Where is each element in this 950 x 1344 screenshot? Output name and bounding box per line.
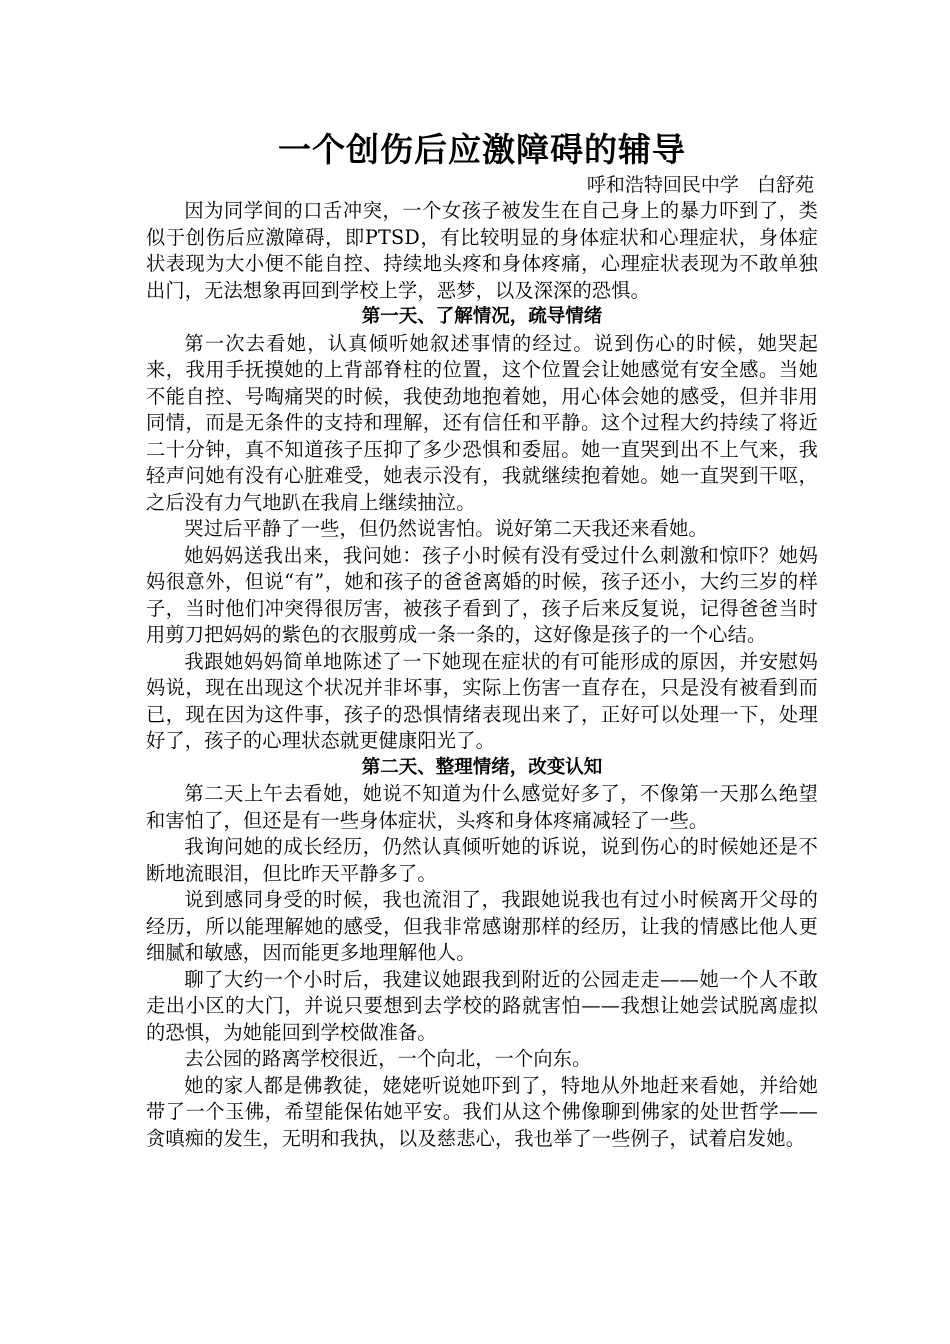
document-page	[146, 128, 818, 1152]
paragraph: 我跟她妈妈简单地陈述了一下她现在症状的有可能形成的原因，并安慰妈妈说，现在出现这个状况并非坏事，实际上伤害一直存在，只是没有被看到而已，现在因为这件事，孩子的恐惧情绪表现出来了，正好可以处理一下，处理好了，孩子的心理状态就更健康阳光了。	[146, 649, 818, 752]
paragraph: 我询问她的成长经历，仍然认真倾听她的诉说，说到伤心的时候她还是不断地流眼泪，但比昨天平静多了。	[146, 835, 818, 885]
paragraph: 第一次去看她，认真倾听她叙述事情的经过。说到伤心的时候，她哭起来，我用手抚摸她的上背部脊柱的位置，这个位置会让她感觉有安全感。当她不能自控、号啕痛哭的时候，我使劲地抱着她，用心体会她的感受，但并非用同情，而是无条件的支持和理解，还有信任和平静。这个过程大约持续了将近二十分钟，真不知道孩子压抑了多少恐惧和委屈。她一直哭到出不上气来，我轻声问她有没有心脏难受，她表示没有，我就继续抱着她。她一直哭到干呕，之后没有力气地趴在我肩上继续抽泣。	[146, 331, 818, 514]
paragraph: 说到感同身受的时候，我也流泪了，我跟她说我也有过小时候离开父母的经历，所以能理解她的感受，但我非常感谢那样的经历，让我的情感比他人更细腻和敏感，因而能更多地理解他人。	[146, 888, 818, 964]
section-heading-day-one: 第一天、了解情况，疏导情绪	[361, 306, 603, 327]
intro-paragraph: 因为同学间的口舌冲突，一个女孩子被发生在自己身上的暴力吓到了，类似于创伤后应激障碍，即PTSD，有比较明显的身体症状和心理症状，身体症状表现为大小便不能自控、持续地头疼和身体疼痛，心理症状表现为不敢单独出门，无法想象再回到学校上学，恶梦，以及深深的恐惧。	[146, 199, 818, 302]
paragraph: 去公园的路离学校很近，一个向北，一个向东。	[184, 1047, 592, 1070]
paragraph: 第二天上午去看她，她说不知道为什么感觉好多了，不像第一天那么绝望和害怕了，但还是有一些身体症状，头疼和身体疼痛减轻了一些。	[146, 782, 818, 832]
author-byline: 呼和浩特回民中学 白舒苑	[586, 174, 814, 196]
paragraph: 她妈妈送我出来，我问她：孩子小时候有没有受过什么刺激和惊吓？她妈妈很意外，但说“有”，她和孩子的爸爸离婚的时候，孩子还小，大约三岁的样子，当时他们冲突得很厉害，被孩子看到了，孩子后来反复说，记得爸爸当时用剪刀把妈妈的紫色的衣服剪成一条一条的，这好像是孩子的一个心结。	[146, 543, 818, 646]
document-title: 一个创伤后应激障碍的辅导	[278, 130, 686, 169]
section-heading-day-two: 第二天、整理情绪，改变认知	[361, 756, 603, 778]
paragraph: 聊了大约一个小时后，我建议她跟我到附近的公园走走——她一个人不敢走出小区的大门，并说只要想到去学校的路就害怕——我想让她尝试脱离虚拟的恐惧，为她能回到学校做准备。	[146, 967, 818, 1044]
paragraph: 哭过后平静了一些，但仍然说害怕。说好第二天我还来看她。	[184, 517, 708, 540]
paragraph: 她的家人都是佛教徒，姥姥听说她吓到了，特地从外地赶来看她，并给她带了一个玉佛，希望能保佑她平安。我们从这个佛像聊到佛家的处世哲学——贪嗔痴的发生，无明和我执，以及慈悲心，我也举了一些例子，试着启发她。	[146, 1073, 818, 1150]
